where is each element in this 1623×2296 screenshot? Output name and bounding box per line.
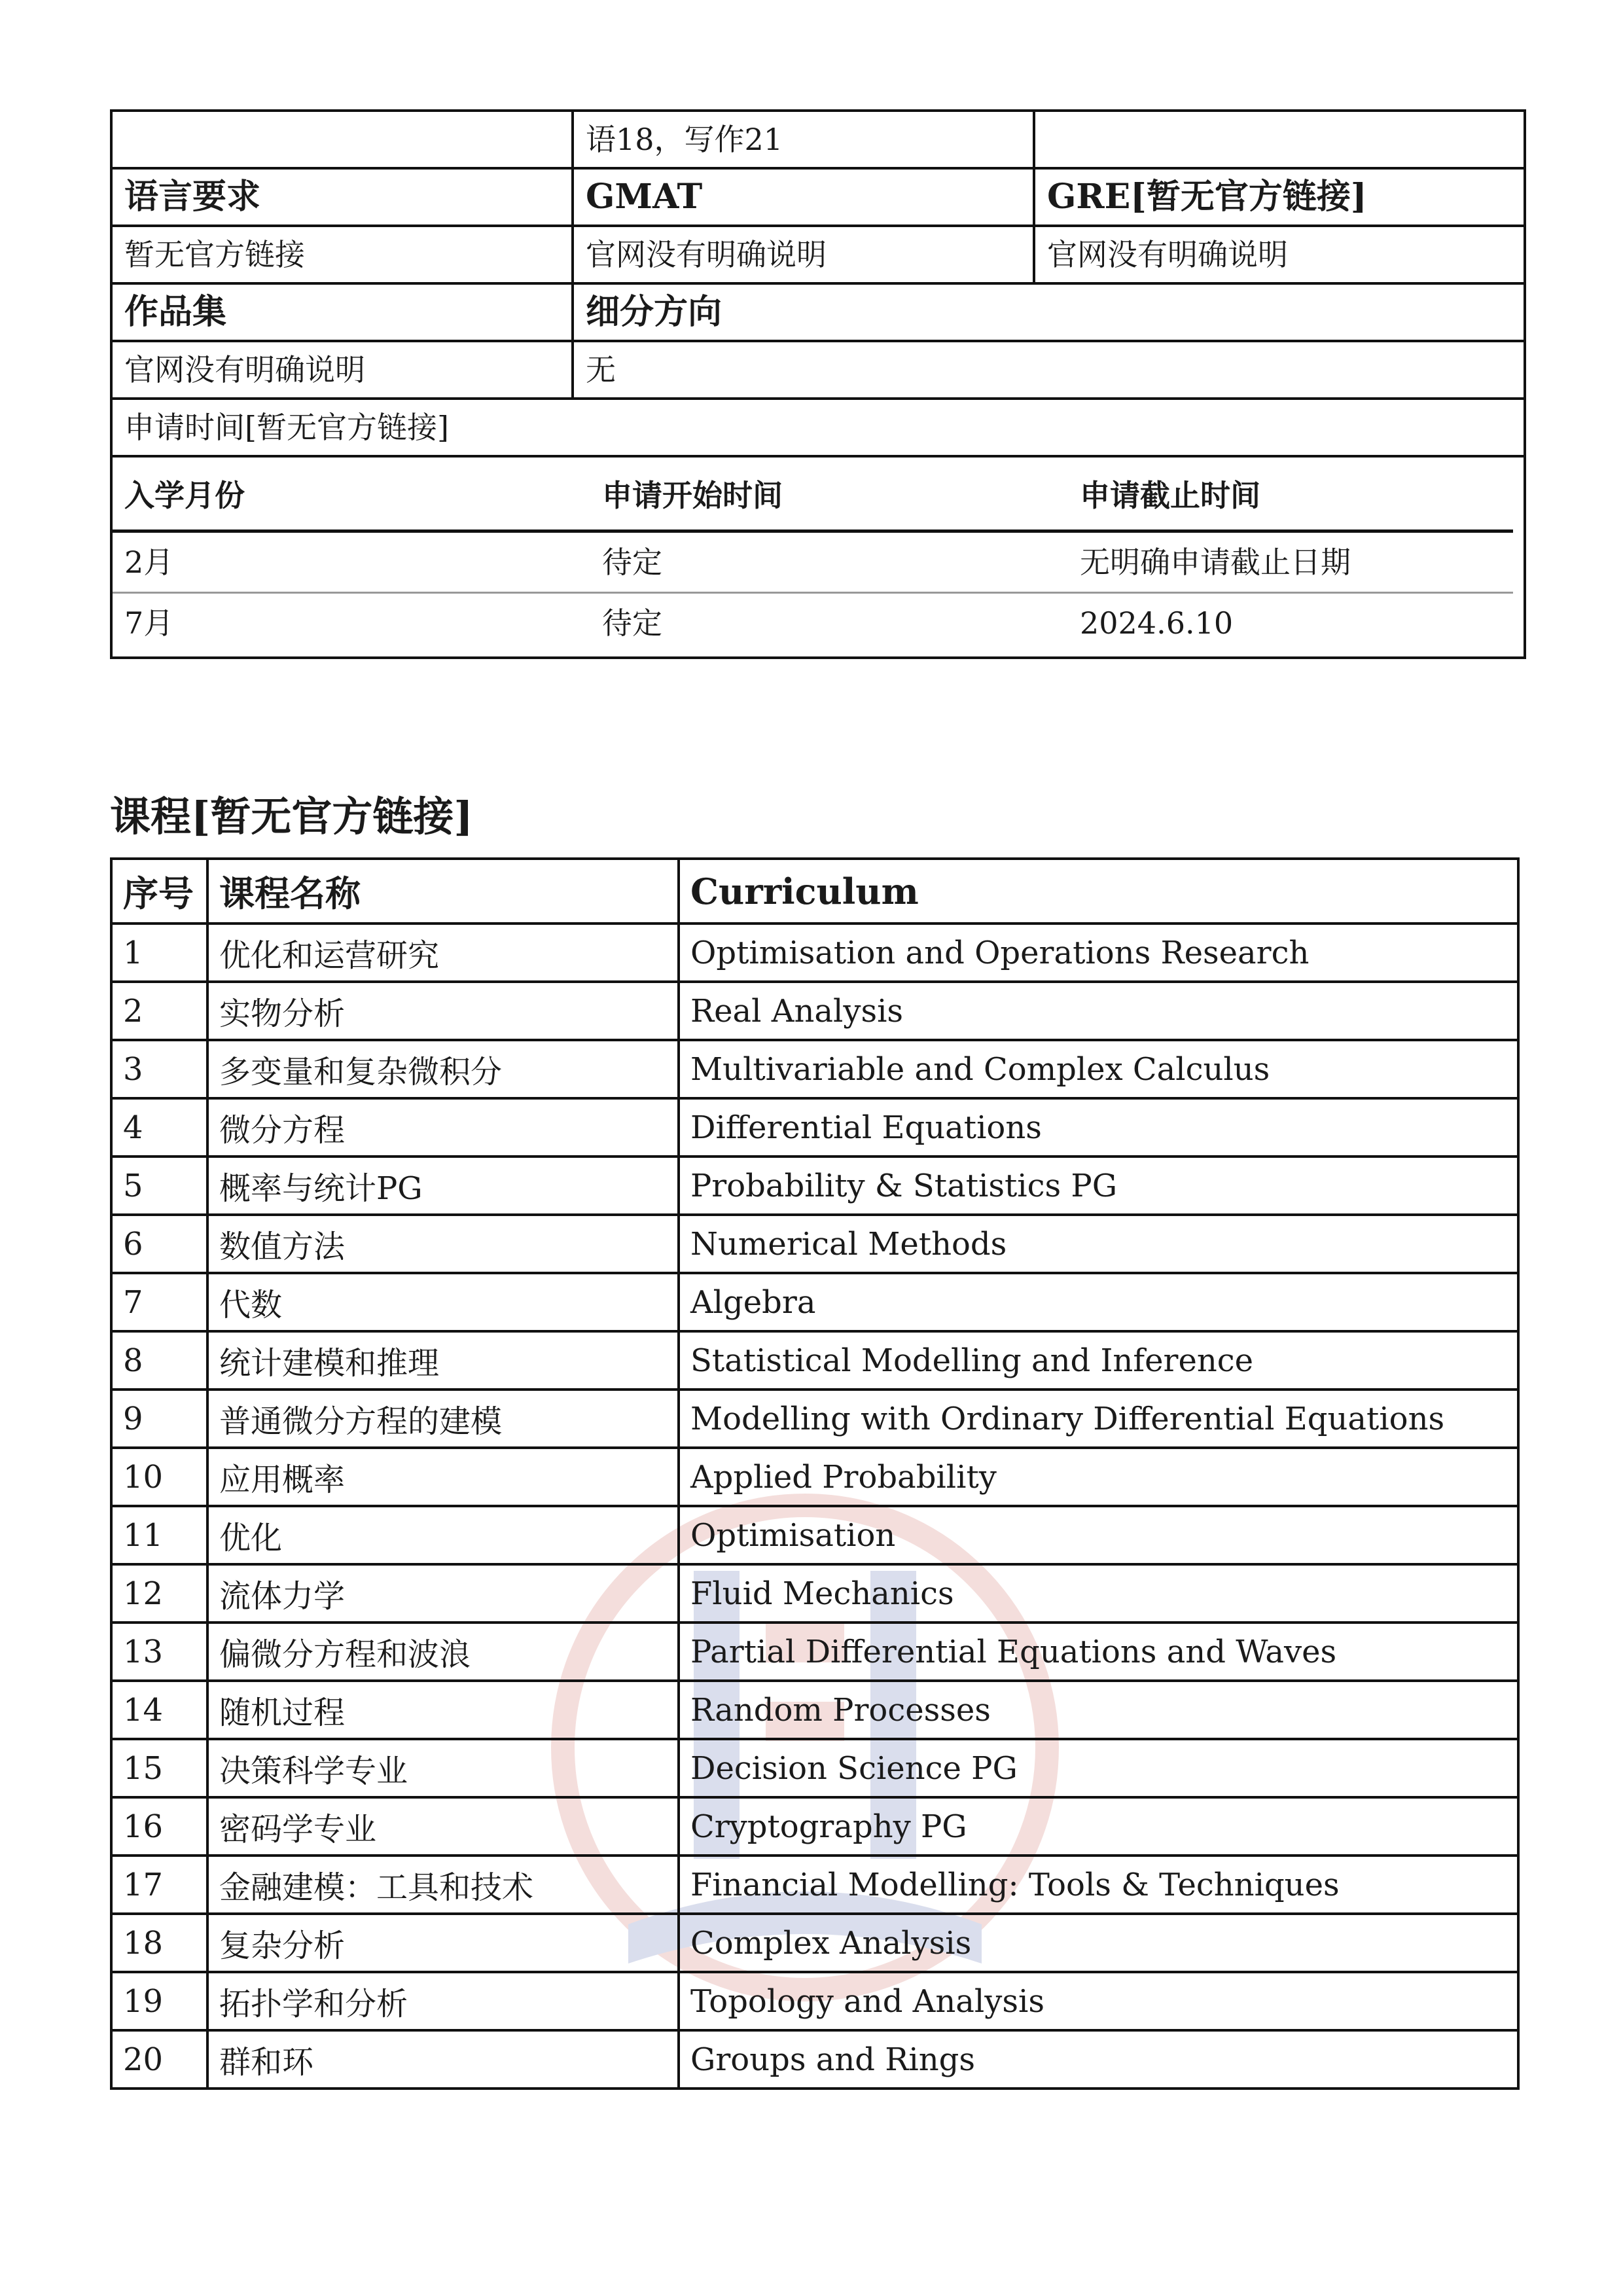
table-row xyxy=(111,226,1525,283)
table-cell: 语18，写作21 xyxy=(573,111,1034,168)
course-name: 普通微分方程的建模 xyxy=(207,1390,679,1448)
course-curriculum: Groups and Rings xyxy=(679,2030,1518,2089)
course-name: 应用概率 xyxy=(207,1448,679,1506)
table-row xyxy=(111,1506,1518,1564)
course-curriculum: Decision Science PG xyxy=(679,1739,1518,1797)
table-row xyxy=(111,1739,1518,1797)
language-requirement-value: 暂无官方链接 xyxy=(111,226,573,283)
table-row xyxy=(111,1157,1518,1215)
intake-month-header: 入学月份 xyxy=(113,461,590,531)
curriculum-header: Curriculum xyxy=(679,859,1518,924)
table-row xyxy=(111,456,1525,658)
course-name-header: 课程名称 xyxy=(207,859,679,924)
course-curriculum: Fluid Mechanics xyxy=(679,1564,1518,1623)
table-row xyxy=(111,1098,1518,1157)
table-row xyxy=(111,111,1525,168)
table-row xyxy=(111,168,1525,226)
table-row xyxy=(111,1564,1518,1623)
specialization-heading: 细分方向 xyxy=(573,283,1525,341)
course-name: 密码学专业 xyxy=(207,1797,679,1856)
index-header: 序号 xyxy=(111,859,207,924)
course-curriculum: Partial Differential Equations and Waves xyxy=(679,1623,1518,1681)
course-index: 3 xyxy=(111,1040,207,1098)
table-row xyxy=(111,1623,1518,1681)
course-name: 金融建模：工具和技术 xyxy=(207,1856,679,1914)
table-row xyxy=(111,2030,1518,2089)
portfolio-value: 官网没有明确说明 xyxy=(111,341,573,399)
course-index: 14 xyxy=(111,1681,207,1739)
table-cell xyxy=(1034,111,1525,168)
gmat-value: 官网没有明确说明 xyxy=(573,226,1034,283)
table-row xyxy=(111,1856,1518,1914)
program-info-table xyxy=(110,109,1526,659)
course-index: 16 xyxy=(111,1797,207,1856)
table-row xyxy=(113,531,1513,593)
table-cell xyxy=(111,111,573,168)
course-name: 代数 xyxy=(207,1273,679,1331)
table-row xyxy=(111,283,1525,341)
course-index: 10 xyxy=(111,1448,207,1506)
table-row xyxy=(111,1390,1518,1448)
course-curriculum: Complex Analysis xyxy=(679,1914,1518,1972)
gmat-heading: GMAT xyxy=(573,168,1034,226)
table-row xyxy=(111,1040,1518,1098)
course-index: 1 xyxy=(111,924,207,982)
course-name: 偏微分方程和波浪 xyxy=(207,1623,679,1681)
application-deadline: 2024.6.10 xyxy=(1080,605,1234,641)
gre-heading: GRE[暂无官方链接] xyxy=(1034,168,1525,226)
course-name: 微分方程 xyxy=(207,1098,679,1157)
course-curriculum: Multivariable and Complex Calculus xyxy=(679,1040,1518,1098)
course-name: 决策科学专业 xyxy=(207,1739,679,1797)
course-table-body xyxy=(111,924,1518,2089)
table-row xyxy=(111,1972,1518,2030)
course-index: 13 xyxy=(111,1623,207,1681)
course-index: 12 xyxy=(111,1564,207,1623)
course-name: 数值方法 xyxy=(207,1215,679,1273)
course-index: 7 xyxy=(111,1273,207,1331)
application-start: 待定 xyxy=(590,531,1068,593)
table-row xyxy=(111,924,1518,982)
table-row xyxy=(111,1448,1518,1506)
course-index: 19 xyxy=(111,1972,207,2030)
application-start: 待定 xyxy=(602,605,662,641)
course-name: 优化 xyxy=(207,1506,679,1564)
course-name: 拓扑学和分析 xyxy=(207,1972,679,2030)
course-curriculum: Modelling with Ordinary Differential Equations xyxy=(679,1390,1518,1448)
course-index: 5 xyxy=(111,1157,207,1215)
course-index: 18 xyxy=(111,1914,207,1972)
gre-value: 官网没有明确说明 xyxy=(1034,226,1525,283)
course-name: 复杂分析 xyxy=(207,1914,679,1972)
course-curriculum: Optimisation xyxy=(679,1506,1518,1564)
course-name: 实物分析 xyxy=(207,982,679,1040)
course-index: 2 xyxy=(111,982,207,1040)
course-index: 11 xyxy=(111,1506,207,1564)
course-name: 多变量和复杂微积分 xyxy=(207,1040,679,1098)
application-deadline-header: 申请截止时间 xyxy=(1068,461,1513,531)
course-index: 8 xyxy=(111,1331,207,1390)
course-curriculum: Applied Probability xyxy=(679,1448,1518,1506)
table-row xyxy=(111,399,1525,456)
application-time-title: 申请时间[暂无官方链接] xyxy=(111,399,1525,456)
course-curriculum: Numerical Methods xyxy=(679,1215,1518,1273)
table-row xyxy=(111,1331,1518,1390)
table-row xyxy=(111,982,1518,1040)
course-index: 4 xyxy=(111,1098,207,1157)
course-index: 9 xyxy=(111,1390,207,1448)
table-row xyxy=(113,593,1513,653)
course-index: 6 xyxy=(111,1215,207,1273)
table-row xyxy=(111,1797,1518,1856)
application-start-header: 申请开始时间 xyxy=(590,461,1068,531)
table-row xyxy=(111,1215,1518,1273)
course-name: 流体力学 xyxy=(207,1564,679,1623)
course-curriculum: Financial Modelling: Tools & Techniques xyxy=(679,1856,1518,1914)
course-curriculum: Probability & Statistics PG xyxy=(679,1157,1518,1215)
course-name: 概率与统计PG xyxy=(207,1157,679,1215)
course-curriculum: Topology and Analysis xyxy=(679,1972,1518,2030)
application-deadline: 无明确申请截止日期 xyxy=(1068,531,1513,593)
course-name: 随机过程 xyxy=(207,1681,679,1739)
course-curriculum: Real Analysis xyxy=(679,982,1518,1040)
table-row xyxy=(111,1273,1518,1331)
course-curriculum: Differential Equations xyxy=(679,1098,1518,1157)
course-table xyxy=(110,857,1520,2090)
course-name: 群和环 xyxy=(207,2030,679,2089)
language-requirement-heading: 语言要求 xyxy=(111,168,573,226)
table-row xyxy=(111,1681,1518,1739)
table-row xyxy=(111,341,1525,399)
intake-month: 2月 xyxy=(113,531,590,593)
course-curriculum: Cryptography PG xyxy=(679,1797,1518,1856)
portfolio-heading: 作品集 xyxy=(111,283,573,341)
intake-schedule-table xyxy=(113,461,1513,653)
specialization-value: 无 xyxy=(573,341,1525,399)
course-curriculum: Random Processes xyxy=(679,1681,1518,1739)
course-index: 17 xyxy=(111,1856,207,1914)
course-curriculum: Optimisation and Operations Research xyxy=(679,924,1518,982)
table-row xyxy=(111,1914,1518,1972)
courses-section-title: 课程[暂无官方链接] xyxy=(110,793,473,840)
course-name: 统计建模和推理 xyxy=(207,1331,679,1390)
course-index: 20 xyxy=(111,2030,207,2089)
course-name: 优化和运营研究 xyxy=(207,924,679,982)
table-header-row xyxy=(111,859,1518,924)
course-curriculum: Statistical Modelling and Inference xyxy=(679,1331,1518,1390)
table-header-row xyxy=(113,461,1513,531)
course-curriculum: Algebra xyxy=(679,1273,1518,1331)
intake-month: 7月 xyxy=(124,605,174,641)
course-index: 15 xyxy=(111,1739,207,1797)
intake-schedule-cell xyxy=(111,456,1525,658)
